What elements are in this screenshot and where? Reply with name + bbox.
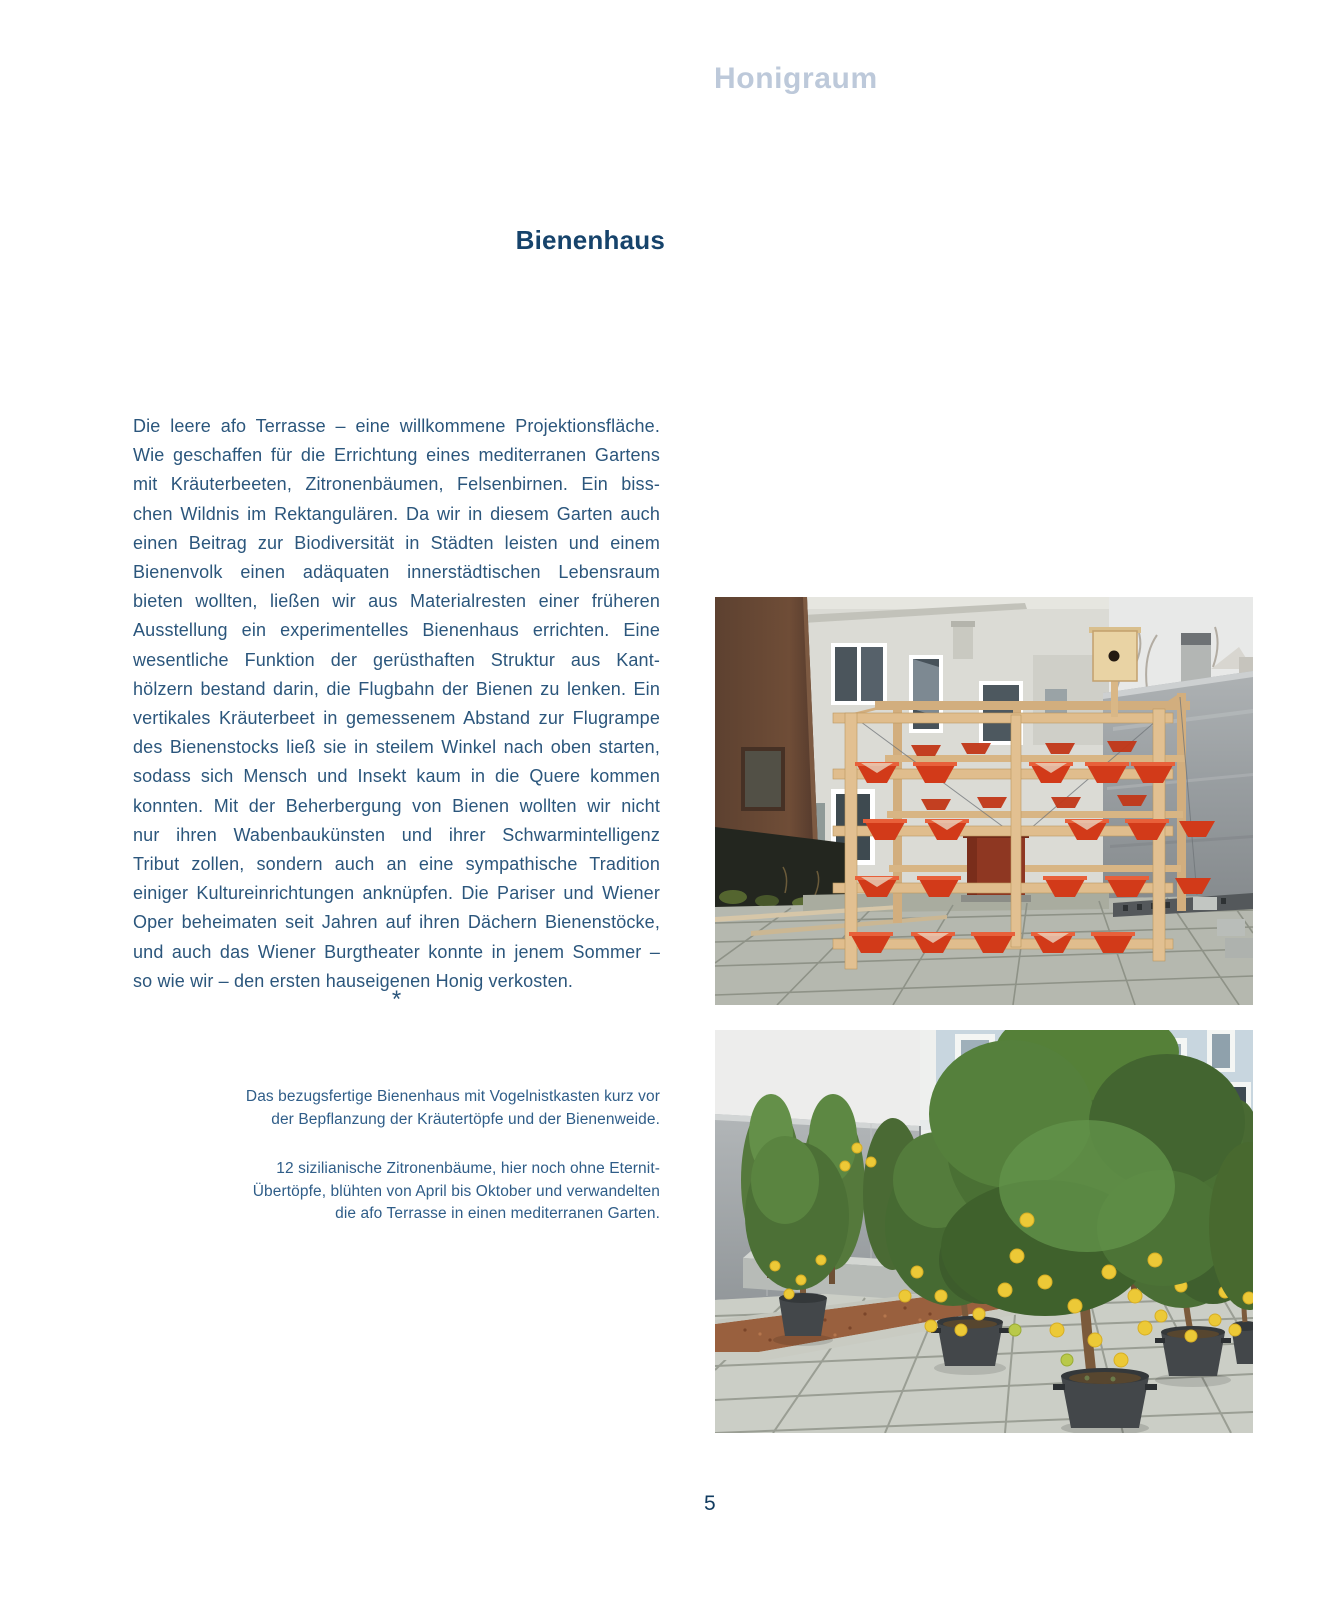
text-line: Das bezugsfertige Bienenhaus mit Vogelnistkasten kurz vor [245, 1088, 660, 1105]
body-paragraph [133, 412, 660, 996]
text-line: und auch das Wiener Burgtheater konnte in jenem Sommer – [133, 941, 660, 962]
text-line: des Bienenstocks ließ sie in steilem Winkel nach oben starten, [133, 737, 660, 758]
text-line: konnten. Mit der Beherbergung von Bienen wollten wir nicht [133, 795, 660, 816]
text-line: mit Kräuterbeeten, Zitronenbäumen, Felsenbirnen. Ein biss- [133, 474, 660, 495]
text-line: einiger Kultureinrichtungen anknüpfen. Die Pariser und Wiener [133, 883, 660, 904]
text-line: so wie wir – den ersten hauseigenen Honig verkosten. [133, 970, 574, 991]
page-title: Bienenhaus [515, 225, 665, 255]
text-line: Tribut zollen, sondern auch an eine sympathische Tradition [133, 854, 660, 875]
text-line: sodass sich Mensch und Insekt kaum in die Quere kommen [133, 766, 660, 787]
figure-zitronenbaeume-photo [715, 1030, 1253, 1433]
text-line: die afo Terrasse in einen mediterranen Garten. [335, 1205, 660, 1223]
text-line: einen Beitrag zur Biodiversität in Städten leisten und einem [133, 532, 660, 553]
caption-zitronenbaeume [133, 1158, 660, 1226]
text-line: chen Wildnis im Rektangulären. Da wir in diesem Garten auch [133, 503, 660, 524]
text-line: Ausstellung ein experimentelles Bienenhaus errichten. Eine [133, 620, 660, 641]
text-line: hölzern bestand darin, die Flugbahn der Bienen zu lenken. Ein [133, 678, 660, 699]
section-divider-asterisk: * [391, 986, 402, 1013]
running-header: Honigraum [714, 62, 878, 95]
caption-bienenhaus [133, 1086, 660, 1131]
text-line: Oper beheimaten seit Jahren auf ihren Dächern Bienenstöcke, [133, 912, 660, 933]
figure-bienenhaus-photo [715, 597, 1253, 1005]
bienenhaus-photo-illustration [715, 597, 1253, 1005]
text-line: 12 sizilianische Zitronenbäume, hier noch ohne Eternit- [276, 1160, 660, 1177]
text-line: nur ihren Wabenbaukünsten und ihrer Schwarmintelligenz [133, 824, 660, 845]
text-line: Bienenvolk einen adäquaten innerstädtischen Lebensraum [133, 562, 660, 583]
text-line: Die leere afo Terrasse – eine willkommene Projektionsfläche. [133, 416, 660, 436]
text-line: wesentliche Funktion der gerüsthaften Struktur aus Kant- [133, 649, 660, 670]
text-line: der Bepflanzung der Kräutertöpfe und der Bienenweide. [271, 1110, 660, 1128]
text-line: Wie geschaffen für die Errichtung eines mediterranen Gartens [133, 445, 660, 466]
text-line: Übertöpfe, blühten von April bis Oktober und verwandelten [252, 1182, 660, 1200]
zitronenbaeume-photo-illustration [715, 1030, 1253, 1433]
page-number: 5 [704, 1492, 716, 1515]
text-line: vertikales Kräuterbeet in gemessenem Abstand zur Flugrampe [133, 708, 660, 729]
text-line: bieten wollten, ließen wir aus Materialresten einer früheren [133, 591, 660, 612]
